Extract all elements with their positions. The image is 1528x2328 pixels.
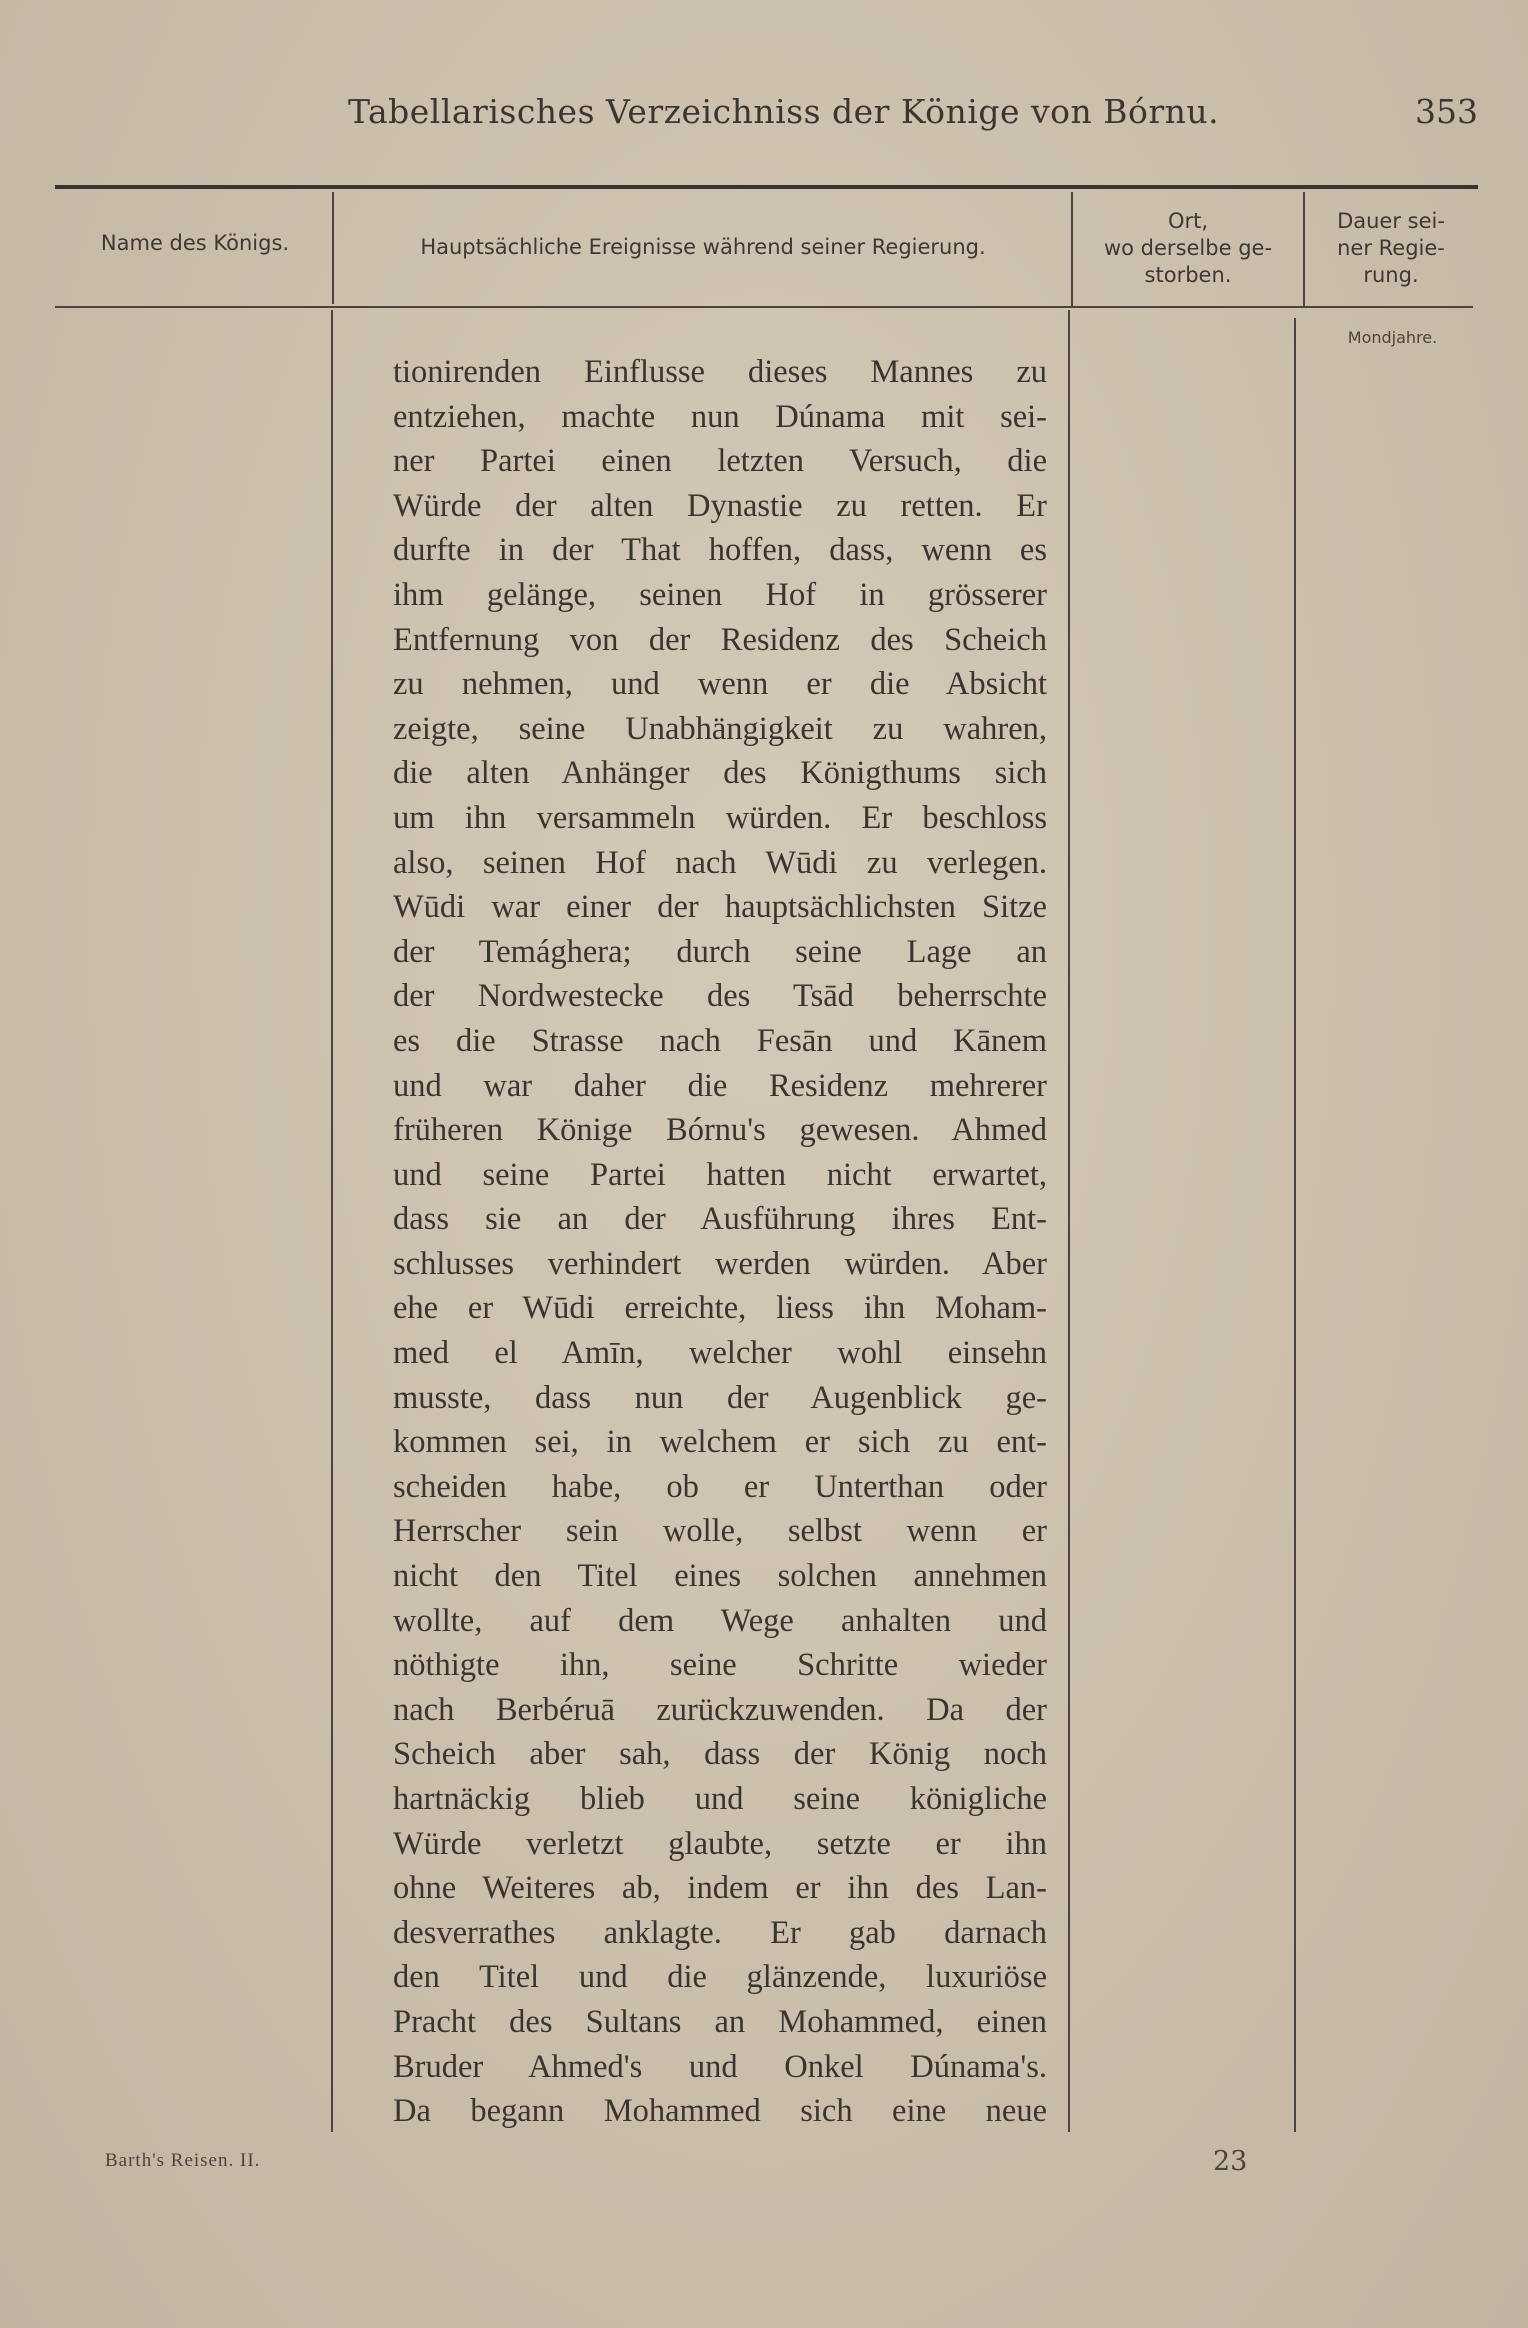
text-line: dass sie an der Ausführung ihres Ent-	[393, 1201, 1047, 1238]
header-name: Name des Königs.	[100, 231, 290, 255]
column-divider	[1071, 192, 1073, 306]
text-line: also, seinen Hof nach Wūdi zu verlegen.	[393, 844, 1047, 881]
text-line: Bruder Ahmed's und Onkel Dúnama's.	[393, 2048, 1047, 2085]
header-place	[1075, 208, 1301, 289]
text-line: hartnäckig blieb und seine königliche	[393, 1781, 1047, 1817]
text-line: kommen sei, in welchem er sich zu ent-	[393, 1424, 1047, 1461]
text-line: zu nehmen, und wenn er die Absicht	[393, 666, 1047, 703]
text-line: durfte in der That hoffen, dass, wenn es	[393, 532, 1047, 569]
events-text	[393, 350, 1047, 2134]
table-top-rule	[55, 185, 1478, 189]
text-line: ihm gelänge, seinen Hof in grösserer	[393, 576, 1047, 613]
table-header-rule	[55, 306, 1473, 308]
header-place-line: wo derselbe ge-	[1103, 236, 1273, 260]
text-line: der Temághera; durch seine Lage an	[393, 933, 1047, 970]
header-duration-line: Dauer sei-	[1337, 209, 1445, 233]
text-line: wollte, auf dem Wege anhalten und	[393, 1602, 1047, 1639]
header-duration-line: rung.	[1363, 263, 1419, 287]
text-line: desverrathes anklagte. Er gab darnach	[393, 1914, 1047, 1951]
column-divider	[332, 192, 334, 304]
text-line: scheiden habe, ob er Unterthan oder	[393, 1468, 1047, 1505]
running-title: Tabellarisches Verzeichniss der Könige von Bórnu.	[348, 92, 1220, 131]
page-number: 353	[1415, 92, 1478, 131]
text-line: den Titel und die glänzende, luxuriöse	[393, 1959, 1047, 1996]
text-line: Würde der alten Dynastie zu retten. Er	[393, 487, 1047, 524]
running-head	[0, 92, 1528, 142]
column-divider-name	[331, 310, 333, 2132]
column-divider	[1303, 192, 1305, 306]
text-line: es die Strasse nach Fesān und Kānem	[393, 1022, 1047, 1059]
header-place-line: Ort,	[1167, 209, 1209, 233]
text-line: entziehen, machte nun Dúnama mit sei-	[393, 398, 1047, 435]
text-line: nach Berbéruā zurückzuwenden. Da der	[393, 1691, 1047, 1728]
column-divider-events	[1068, 310, 1070, 2132]
text-line: Herrscher sein wolle, selbst wenn er	[393, 1513, 1047, 1550]
text-line: Pracht des Sultans an Mohammed, einen	[393, 2003, 1047, 2040]
footer-sheet-number: 23	[1213, 2146, 1248, 2177]
header-duration	[1307, 208, 1475, 289]
duration-unit: Mondjahre.	[1347, 328, 1438, 347]
text-line: der Nordwestecke des Tsād beherrschte	[393, 978, 1047, 1015]
text-line: ehe er Wūdi erreichte, liess ihn Moham-	[393, 1290, 1047, 1327]
text-line: und war daher die Residenz mehrerer	[393, 1067, 1047, 1104]
text-line: ohne Weiteres ab, indem er ihn des Lan-	[393, 1870, 1047, 1907]
text-line: Wūdi war einer der hauptsächlichsten Sitze	[393, 889, 1047, 926]
text-line: schlusses verhindert werden würden. Aber	[393, 1245, 1047, 1282]
header-events: Hauptsächliche Ereignisse während seiner Regierung.	[420, 235, 986, 259]
text-line: tionirenden Einflusse dieses Mannes zu	[393, 354, 1047, 390]
text-line: die alten Anhänger des Königthums sich	[393, 755, 1047, 792]
text-line: med el Amīn, welcher wohl einsehn	[393, 1335, 1047, 1372]
text-line: Da begann Mohammed sich eine neue	[393, 2093, 1047, 2130]
text-line: ner Partei einen letzten Versuch, die	[393, 443, 1047, 480]
header-duration-line: ner Regie-	[1337, 236, 1445, 260]
header-place-line: storben.	[1144, 263, 1232, 287]
text-line: Scheich aber sah, dass der König noch	[393, 1736, 1047, 1773]
text-line: musste, dass nun der Augenblick ge-	[393, 1379, 1047, 1416]
text-line: und seine Partei hatten nicht erwartet,	[393, 1156, 1047, 1193]
footer-signature: Barth's Reisen. II.	[105, 2150, 261, 2171]
text-line: Entfernung von der Residenz des Scheich	[393, 621, 1047, 658]
text-line: Würde verletzt glaubte, setzte er ihn	[393, 1825, 1047, 1862]
column-divider-place	[1294, 318, 1296, 2132]
text-line: um ihn versammeln würden. Er beschloss	[393, 799, 1047, 836]
text-line: nicht den Titel eines solchen annehmen	[393, 1558, 1047, 1595]
text-line: früheren Könige Bórnu's gewesen. Ahmed	[393, 1112, 1047, 1149]
text-line: zeigte, seine Unabhängigkeit zu wahren,	[393, 710, 1047, 747]
text-line: nöthigte ihn, seine Schritte wieder	[393, 1647, 1047, 1684]
